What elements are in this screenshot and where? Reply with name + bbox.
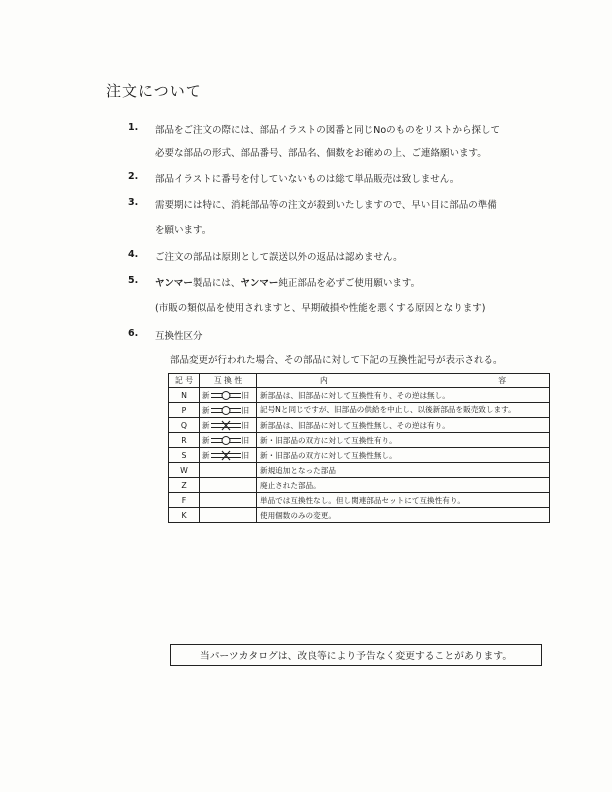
compat-symbol-icon (211, 420, 241, 431)
compat-caption: 部品変更が行われた場合、その部品に対して下記の互換性記号が表示される。 (170, 355, 503, 366)
compat-description: 新・旧部品の双方に対して互換性有り。 (257, 433, 550, 448)
compat-description: 廃止された部品。 (257, 478, 550, 493)
item-text: 部品イラストに番号を付していないものは総て単品販売は致しません。 (155, 174, 460, 185)
old-label: 旧 (241, 420, 249, 430)
header-desc (257, 374, 550, 388)
old-label: 旧 (241, 450, 249, 460)
compat-table (168, 373, 550, 523)
compat-code: Z (169, 478, 200, 493)
compat-description: 使用個数のみの変更。 (257, 508, 550, 523)
item-text: を願います。 (155, 225, 212, 236)
item-number: 2. (128, 171, 139, 182)
item-text: (市販の類似品を使用されますと、早期破損や性能を悪くする原因となります) (155, 303, 486, 314)
compat-description: 記号Nと同じですが、旧部品の供給を中止し、以後新部品を販売致します。 (257, 403, 550, 418)
brand-name: ヤンマー (240, 278, 279, 289)
new-label: 新 (202, 435, 210, 445)
table-row (169, 478, 550, 493)
item-text: 需要期には特に、消耗部品等の注文が殺到いたしますので、早い目に部品の準備 (155, 200, 497, 211)
compat-code: K (169, 508, 200, 523)
compat-symbol-icon (211, 450, 241, 461)
compat-symbol (200, 493, 257, 508)
compat-symbol (200, 463, 257, 478)
item-text: 必要な部品の形式、部品番号、部品名、個数をお確めの上、ご連絡願います。 (155, 148, 487, 159)
compat-symbol (200, 388, 257, 403)
table-row (169, 388, 550, 403)
item-number: 1. (128, 122, 139, 133)
compat-symbol (200, 433, 257, 448)
item-number: 4. (128, 249, 139, 260)
compat-symbol (200, 508, 257, 523)
new-label: 新 (202, 405, 210, 415)
compat-code: S (169, 448, 200, 463)
new-label: 新 (202, 450, 210, 460)
notice-box: 当パーツカタログは、改良等により予告なく変更することがあります。 (170, 644, 542, 666)
item-number: 6. (128, 328, 139, 339)
compat-symbol (200, 418, 257, 433)
table-row (169, 433, 550, 448)
compat-symbol-icon (211, 405, 241, 416)
item-number: 3. (128, 197, 139, 208)
compat-table-body (169, 388, 550, 523)
compat-code: N (169, 388, 200, 403)
compat-symbol-icon (211, 390, 241, 401)
compat-description: 新規追加となった部品 (257, 463, 550, 478)
compat-code: R (169, 433, 200, 448)
table-row (169, 403, 550, 418)
new-label: 新 (202, 420, 210, 430)
compat-description: 新部品は、旧部品に対して互換性無し、その逆は有り。 (257, 418, 550, 433)
item-text-part: 純正部品を必ずご使用願います。 (278, 278, 421, 289)
table-row (169, 463, 550, 478)
item-text: ご注文の部品は原則として誤送以外の返品は認めません。 (155, 252, 403, 263)
compat-symbol (200, 448, 257, 463)
compat-description: 新・旧部品の双方に対して互換性無し。 (257, 448, 550, 463)
item-text-part: 製品には、 (192, 278, 241, 289)
header-code: 記 号 (169, 374, 200, 388)
compat-description: 単品では互換性なし。但し関連部品セットにて互換性有り。 (257, 493, 550, 508)
table-row (169, 448, 550, 463)
old-label: 旧 (241, 390, 249, 400)
compat-code: W (169, 463, 200, 478)
header-symbol: 互 換 性 (200, 374, 257, 388)
compat-code: P (169, 403, 200, 418)
table-row (169, 418, 550, 433)
table-row (169, 493, 550, 508)
old-label: 旧 (241, 405, 249, 415)
compat-symbol-icon (211, 435, 241, 446)
item-number: 5. (128, 275, 139, 286)
table-header-row (169, 374, 550, 388)
new-label: 新 (202, 390, 210, 400)
brand-name: ヤンマー (155, 278, 193, 289)
header-desc-a: 内 (320, 375, 328, 385)
compat-description: 新部品は、旧部品に対して互換性有り、その逆は無し。 (257, 388, 550, 403)
compat-symbol (200, 403, 257, 418)
compat-symbol (200, 478, 257, 493)
item-text: 互換性区分 (155, 331, 203, 342)
item-text (155, 275, 420, 289)
table-row (169, 508, 550, 523)
compat-code: F (169, 493, 200, 508)
page-title: 注文について (106, 82, 202, 100)
compat-code: Q (169, 418, 200, 433)
header-desc-b: 容 (498, 375, 506, 385)
old-label: 旧 (241, 435, 249, 445)
item-text: 部品をご注文の際には、部品イラストの図番と同じNoのものをリストから探して (155, 125, 500, 136)
